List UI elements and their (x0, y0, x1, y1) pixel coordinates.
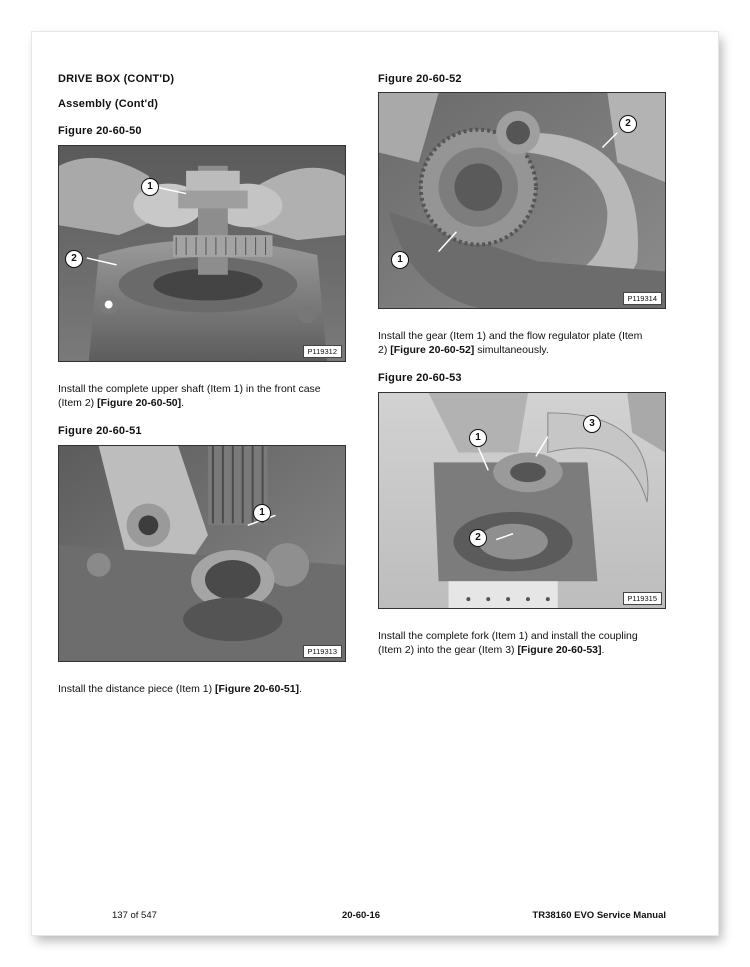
page-count: 137 of 547 (112, 910, 157, 921)
callout-2: 2 (619, 115, 637, 133)
callout-1: 1 (141, 178, 159, 196)
figure-photo-50 (58, 145, 346, 362)
figure-reference: [Figure 20-60-51] (215, 683, 300, 695)
instruction-line-1: Install the gear (Item 1) and the flow regulator plate (Item (378, 330, 643, 342)
instruction-line-2: 2) [Figure 20-60-52] simultaneously. (378, 344, 549, 356)
instruction-line-1: Install the complete upper shaft (Item 1) in the front case (58, 383, 321, 395)
instruction-line-2: (Item 2) into the gear (Item 3) [Figure 20-60-53]. (378, 644, 605, 656)
distance-piece-photo-illustration (59, 446, 345, 661)
callout-3: 3 (583, 415, 601, 433)
shaft-photo-illustration (59, 146, 345, 361)
callout-1: 1 (391, 251, 409, 269)
figure-photo-53 (378, 392, 666, 609)
callout-1: 1 (253, 504, 271, 522)
instruction-text-50 (58, 382, 353, 410)
manual-page (32, 32, 718, 935)
instruction-text-52 (378, 329, 678, 357)
figure-caption-53: Figure 20-60-53 (378, 372, 462, 384)
figure-image-id: P119314 (623, 292, 662, 305)
figure-photo-51 (58, 445, 346, 662)
instruction-text-51: Install the distance piece (Item 1) [Figure 20-60-51]. (58, 683, 302, 695)
figure-reference: [Figure 20-60-53] (517, 644, 602, 656)
figure-reference: [Figure 20-60-50] (97, 397, 182, 409)
figure-caption-51: Figure 20-60-51 (58, 425, 142, 437)
instruction-text-53 (378, 629, 678, 657)
figure-caption-50: Figure 20-60-50 (58, 125, 142, 137)
callout-1: 1 (469, 429, 487, 447)
callout-2: 2 (469, 529, 487, 547)
figure-photo-52 (378, 92, 666, 309)
section-title: DRIVE BOX (CONT'D) (58, 73, 175, 85)
figure-reference: [Figure 20-60-52] (390, 344, 475, 356)
figure-image-id: P119315 (623, 592, 662, 605)
subsection-title: Assembly (Cont'd) (58, 98, 159, 110)
manual-title: TR38160 EVO Service Manual (532, 910, 666, 921)
figure-image-id: P119313 (303, 645, 342, 658)
figure-image-id: P119312 (303, 345, 342, 358)
instruction-line-2: (Item 2) [Figure 20-60-50]. (58, 397, 185, 409)
callout-2: 2 (65, 250, 83, 268)
instruction-line-1: Install the complete fork (Item 1) and install the coupling (378, 630, 638, 642)
figure-caption-52: Figure 20-60-52 (378, 73, 462, 85)
page-number: 20-60-16 (342, 910, 381, 921)
fork-coupling-photo-illustration (379, 393, 665, 608)
